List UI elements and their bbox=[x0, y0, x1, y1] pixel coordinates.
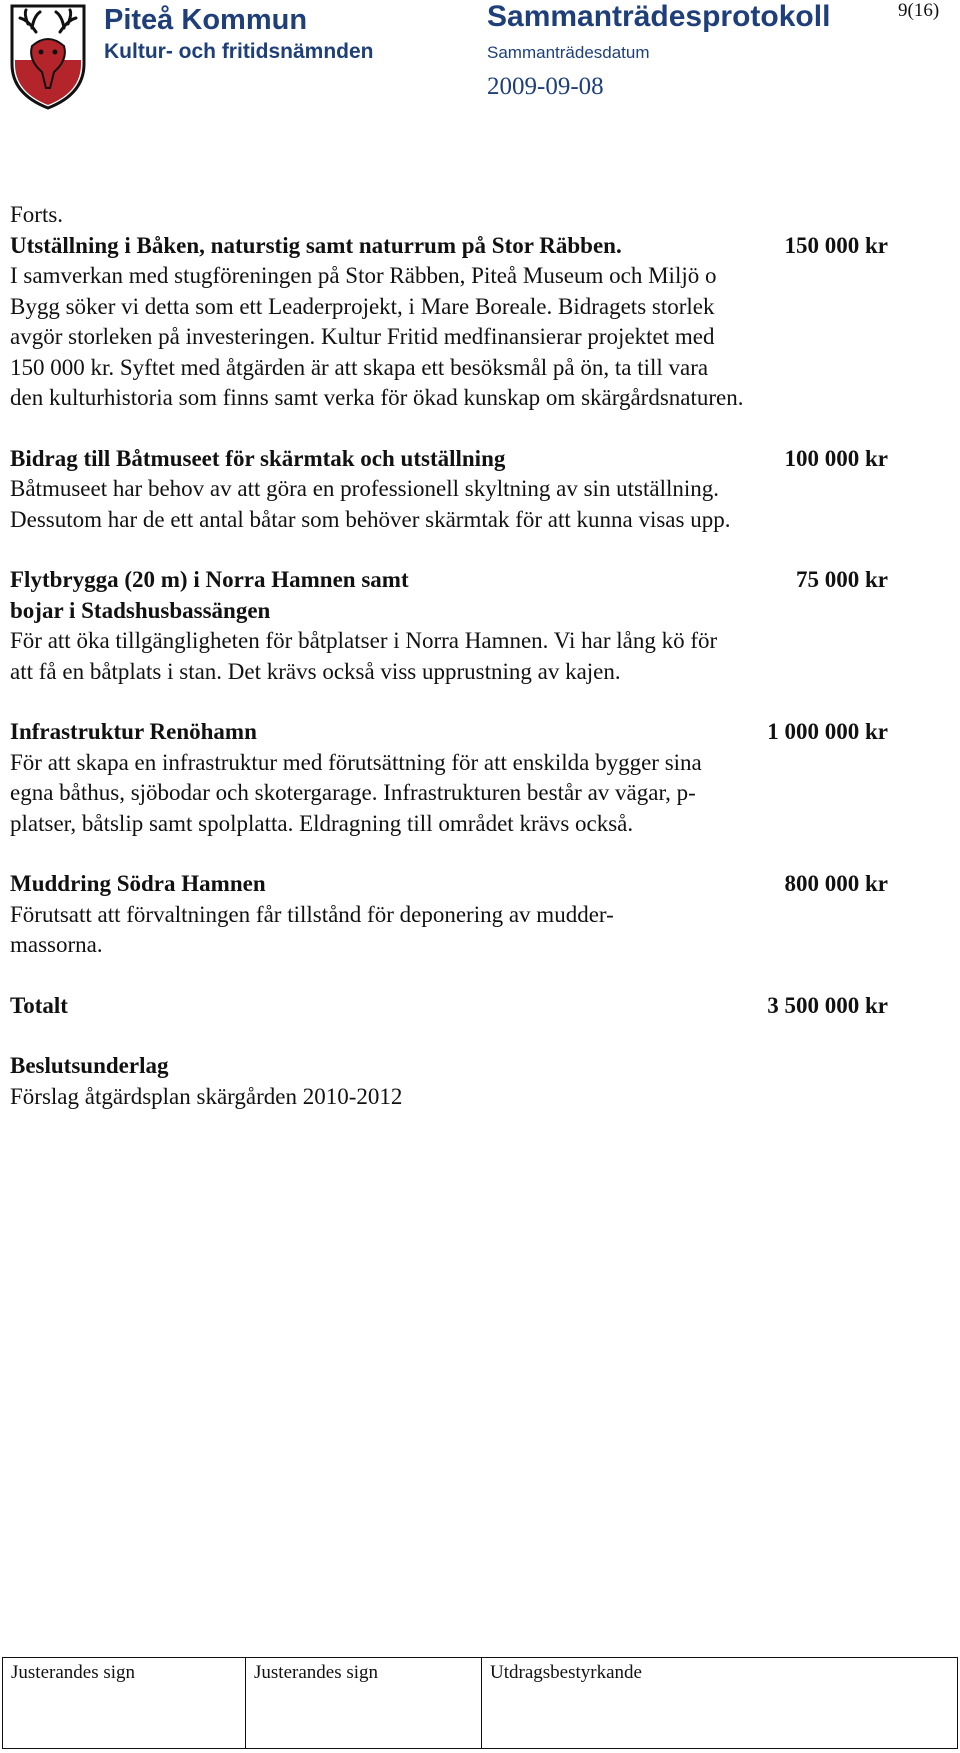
page-number: 9(16) bbox=[898, 0, 940, 21]
item-description: För att skapa en infrastruktur med förutsättning för att enskilda bygger sina egna båthus, sjöbodar och skotergarage. Infrastrukturen består av vägar, p-platser, båtslip samt spolplatta. Eldragning till området krävs också. bbox=[10, 749, 702, 836]
item-description: För att öka tillgängligheten för båtplatser i Norra Hamnen. Vi har lång kö för att få en båtplats i stan. Det krävs också viss upprustning av kajen. bbox=[10, 628, 718, 684]
item-amount: 1 000 000 kr bbox=[767, 719, 888, 744]
signature-label: Justerandes sign bbox=[254, 1662, 379, 1683]
item-amount: 75 000 kr bbox=[796, 567, 888, 592]
item-amount: 150 000 kr bbox=[784, 232, 888, 258]
budget-item bbox=[10, 869, 950, 961]
signature-table bbox=[2, 1657, 958, 1749]
meeting-date-label: Sammanträdesdatum bbox=[487, 43, 650, 62]
total-label: Totalt bbox=[10, 992, 68, 1018]
item-description: I samverkan med stugföreningen på Stor Räbben, Piteå Museum och Miljö o Bygg söker vi detta som ett Leaderprojekt, i Mare Boreale. Bidragets storlek avgör storleken på investeringen. Kultur Fritid medfinansierar projektet med 150 000 kr. Syftet med åtgärden är att skapa ett besöksmål på ön, ta till vara den kulturhistoria som finns samt verka för ökad kunskap om skärgårdsnaturen. bbox=[10, 263, 744, 410]
budget-item bbox=[10, 565, 950, 687]
budget-item bbox=[10, 717, 950, 839]
signature-box-2[interactable] bbox=[246, 1658, 482, 1749]
decision-basis bbox=[10, 1051, 950, 1112]
municipality-crest-logo bbox=[6, 2, 90, 112]
item-heading: Flytbrygga (20 m) i Norra Hamnen samt bojar i Stadshusbassängen bbox=[10, 567, 409, 623]
certification-label: Utdragsbestyrkande bbox=[490, 1662, 642, 1683]
document-title: Sammanträdesprotokoll bbox=[487, 0, 831, 33]
item-amount: 800 000 kr bbox=[784, 871, 888, 896]
item-heading: Utställning i Båken, naturstig samt naturrum på Stor Räbben. bbox=[10, 232, 622, 258]
total-row bbox=[10, 991, 950, 1022]
total-amount: 3 500 000 kr bbox=[767, 992, 888, 1018]
continued-label: Forts. bbox=[10, 202, 64, 227]
item-heading: Bidrag till Båtmuseet för skärmtak och utställning bbox=[10, 445, 506, 471]
decision-basis-heading: Beslutsunderlag bbox=[10, 1053, 169, 1078]
budget-item bbox=[10, 444, 950, 536]
item-heading: Muddring Södra Hamnen bbox=[10, 871, 266, 896]
committee-name: Kultur- och fritidsnämnden bbox=[104, 40, 374, 63]
meeting-date: 2009-09-08 bbox=[487, 73, 604, 100]
certification-box[interactable] bbox=[482, 1658, 958, 1749]
decision-basis-text: Förslag åtgärdsplan skärgården 2010-2012 bbox=[10, 1083, 403, 1109]
item-description: Båtmuseet har behov av att göra en professionell skyltning av sin utställning. Dessutom har de ett antal båtar som behöver skärmtak för att kunna visas upp. bbox=[10, 476, 731, 532]
item-description: Förutsatt att förvaltningen får tillstånd för deponering av mudder-massorna. bbox=[10, 901, 614, 957]
item-amount: 100 000 kr bbox=[784, 445, 888, 471]
signature-label: Justerandes sign bbox=[11, 1662, 136, 1683]
item-heading: Infrastruktur Renöhamn bbox=[10, 719, 257, 744]
protocol-body bbox=[10, 200, 950, 1112]
signature-box-1[interactable] bbox=[3, 1658, 246, 1749]
budget-item bbox=[10, 231, 950, 414]
organization-name: Piteå Kommun bbox=[104, 4, 308, 36]
